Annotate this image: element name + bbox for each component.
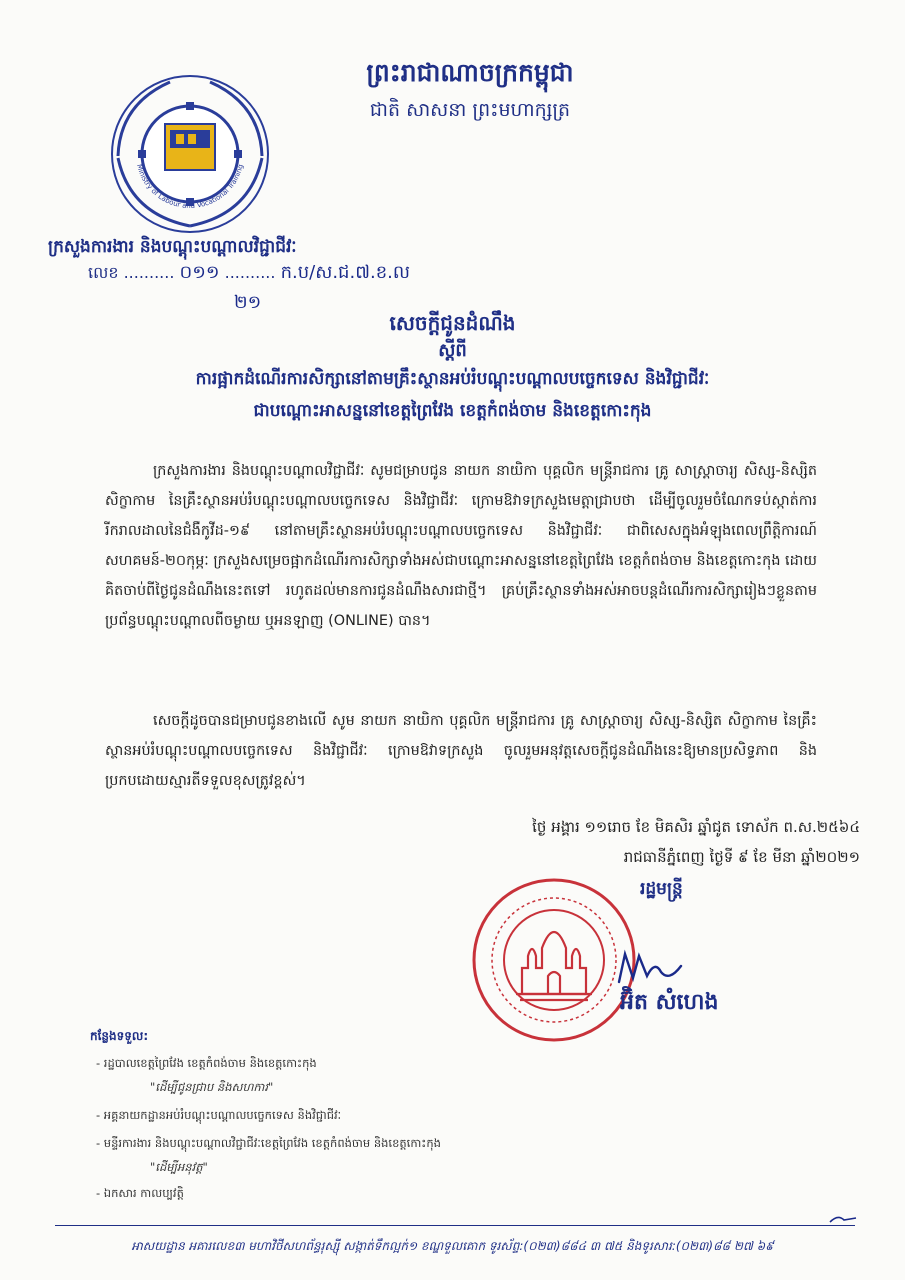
svg-text:Ministry of Labour and Vocatio: Ministry of Labour and Vocational Training	[135, 163, 245, 211]
subject-line-1: ការផ្អាកដំណើរការសិក្សានៅតាមគ្រឹះស្ថានអប់រំបណ្តុះបណ្តាលបច្ចេកទេស និងវិជ្ជាជីវៈ	[195, 369, 710, 389]
recipient-item: - រដ្ឋបាលខេត្តព្រៃវែង ខេត្តកំពង់ចាម និងខេត្តកោះកុង	[96, 1056, 317, 1070]
handwritten-signature	[615, 948, 685, 988]
recipient-item: - ឯកសារ កាលប្បវត្តិ	[96, 1186, 184, 1200]
recipient-note: "ដើម្បីជូនជ្រាប និងសហការ"	[150, 1080, 274, 1094]
subject-line-2: ជាបណ្តោះអាសន្ននៅខេត្តព្រៃវែង ខេត្តកំពង់ចាម និងខេត្តកោះកុង	[253, 401, 652, 421]
ministry-logo	[110, 74, 270, 234]
ministry-name: ក្រសួងការងារ និងបណ្តុះបណ្តាលវិជ្ជាជីវៈ	[48, 237, 297, 257]
national-motto: ជាតិ សាសនា ព្រះមហាក្សត្រ	[369, 99, 571, 121]
body-paragraph-2: សេចក្តីដូចបានជម្រាបជូនខាងលើ សូម នាយក នាយិកា បុគ្គលិក មន្ត្រីរាជការ គ្រូ សាស្ត្រាចារ្យ សិស្ស-និស្សិត សិក្ខាកាម នៃគ្រឹះស្ថានអប់រំបណ្តុះបណ្តាលបច្ចេកទេស និងវិជ្ជាជីវៈ ក្រោមឱវាទក្រសួង ចូលរួមអនុវត្តសេចក្តីជូនដំណឹងនេះឱ្យមានប្រសិទ្ធភាព និងប្រកបដោយស្មារតីទទួលខុសត្រូវខ្ពស់។	[105, 713, 817, 789]
solar-date: រាជធានីភ្នំពេញ ថ្ងៃទី ៩ ខែ មីនា ឆ្នាំ២០២១	[623, 848, 860, 866]
recipient-note: "ដើម្បីអនុវត្ត"	[150, 1160, 208, 1174]
footer-divider	[55, 1225, 855, 1226]
recipient-item: - អគ្គនាយកដ្ឋានអប់រំបណ្តុះបណ្តាលបច្ចេកទេស និងវិជ្ជាជីវៈ	[96, 1108, 342, 1122]
minister-name: អ៊ិត សំហេង	[620, 990, 719, 1015]
reference-suffix: ក.ប/ស.ជ.៧.ខ.ល	[280, 262, 410, 283]
body-paragraph-1: ក្រសួងការងារ និងបណ្តុះបណ្តាលវិជ្ជាជីវៈ សូមជម្រាបជូន នាយក នាយិកា បុគ្គលិក មន្ត្រីរាជការ គ្រូ សាស្ត្រាចារ្យ សិស្ស-និស្សិត សិក្ខាកាម នៃគ្រឹះស្ថានអប់រំបណ្តុះបណ្តាលបច្ចេកទេស និងវិជ្ជាជីវៈ ក្រោមឱវាទក្រសួងមេត្តាជ្រាបថា ដើម្បីចូលរួមចំណែកទប់ស្កាត់ការរីករាលដាលនៃជំងឺកូវីដ-១៩ នៅតាមគ្រឹះស្ថានអប់រំបណ្តុះបណ្តាលបច្ចេកទេស និងវិជ្ជាជីវៈ ជាពិសេសក្នុងអំឡុងពេលព្រឹត្តិការណ៍សហគមន៍-២០កុម្ភៈ ក្រសួងសម្រេចផ្អាកដំណើរការសិក្សាទាំងអស់ជាបណ្តោះអាសន្ននៅខេត្តព្រៃវែង ខេត្តកំពង់ចាម និងខេត្តកោះកុង ដោយគិតចាប់ពីថ្ងៃជូនដំណឹងនេះតទៅ រហូតដល់មានការជូនដំណឹងសារជាថ្មី។ គ្រប់គ្រឹះស្ថានទាំងអស់អាចបន្តដំណើរការសិក្សារៀងៗខ្លួនតាមប្រព័ន្ធបណ្តុះបណ្តាលពីចម្ងាយ ឬអនឡាញ (ONLINE) បាន។	[105, 463, 817, 629]
reference-line: លេខ .......... ០១១ .......... ក.ប/ស.ជ.៧.ខ.ល	[88, 262, 410, 283]
lunar-date: ថ្ងៃ អង្គារ ១១រោច ខែ មិគសិរ ឆ្នាំជូត ទោស័ក ព.ស.២៥៦៤	[532, 818, 860, 836]
recipients-title: កន្លែងទទួល:	[90, 1029, 149, 1043]
official-seal	[470, 876, 638, 1044]
document-type: សេចក្តីជូនដំណឹង	[389, 311, 516, 335]
initial-mark-icon	[828, 1210, 858, 1226]
reference-year: ២១	[234, 292, 262, 313]
recipient-item: - មន្ទីរការងារ និងបណ្តុះបណ្តាលវិជ្ជាជីវៈខេត្តព្រៃវែង ខេត្តកំពង់ចាម និងខេត្តកោះកុង	[96, 1136, 441, 1150]
reference-label: លេខ	[88, 263, 119, 282]
minister-title: រដ្ឋមន្ត្រី	[640, 879, 683, 899]
document-about: ស្តីពី	[438, 340, 467, 361]
reference-number: ០១១	[179, 262, 220, 283]
kingdom-title: ព្រះរាជាណាចក្រកម្ពុជា	[366, 58, 574, 87]
footer-address: អាសយដ្ឋាន អគារលេខ៣ មហាវិថីសហព័ន្ធរុស្ស៊ី សង្កាត់ទឹកល្អក់១ ខណ្ឌទួលគោក ទូរស័ព្ទ:(០២៣)៨៨៤ ៣ ៧៥ និងទូរសារ:(០២៣)៨៨ ២៧ ៦៩	[131, 1239, 774, 1253]
